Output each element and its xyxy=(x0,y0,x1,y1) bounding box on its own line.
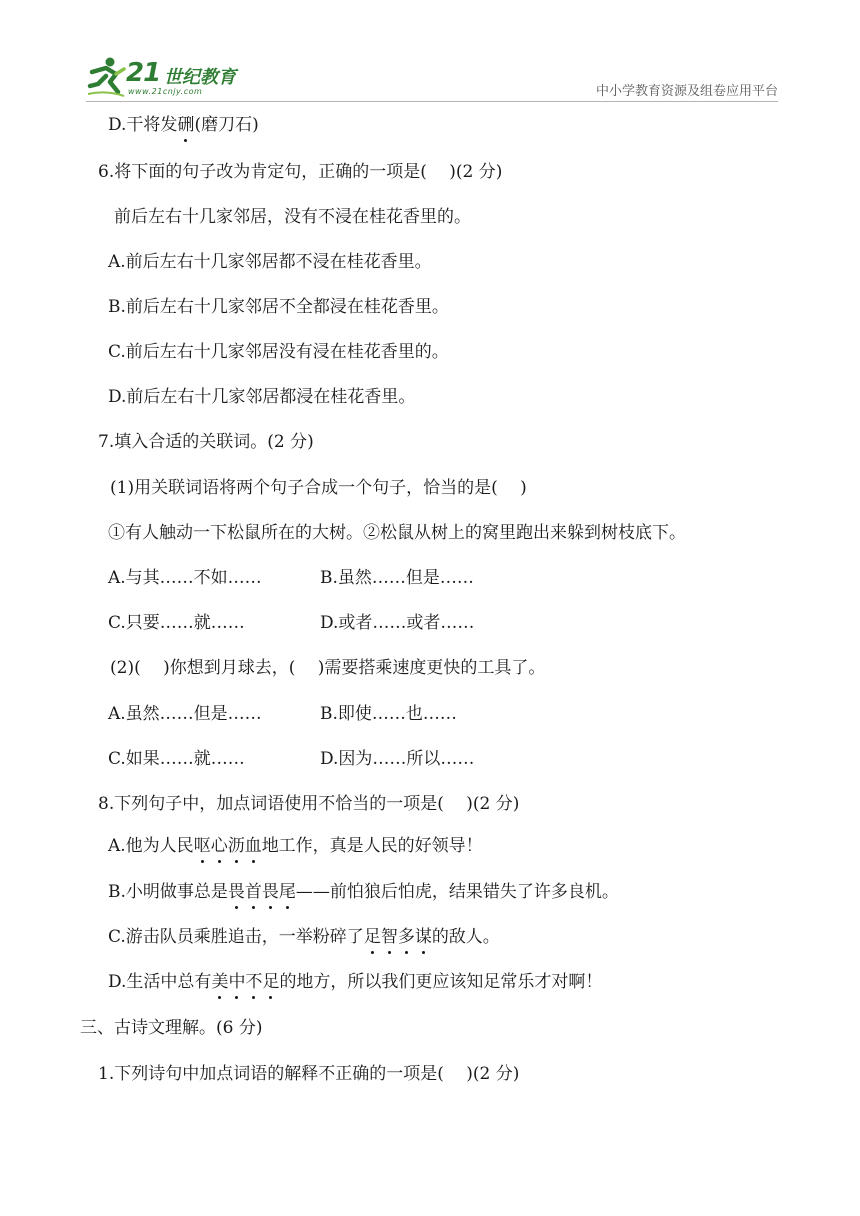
emphasis-char: 智 xyxy=(380,927,398,947)
emphasis-char: 中 xyxy=(228,972,246,992)
question-7-part-1-sentence: ①有人触动一下松鼠所在的大树。②松鼠从树上的窝里跑出来躲到树枝底下。 xyxy=(108,523,686,543)
question-8-option-b xyxy=(108,880,619,904)
question-6: 6.将下面的句子改为肯定句，正确的一项是( )(2 分) xyxy=(98,162,503,182)
option-text: 的地方，所以我们更应该知足常乐才对啊！ xyxy=(279,972,603,992)
question-6-option-d: D.前后左右十几家邻居都浸在桂花香里。 xyxy=(108,387,416,407)
logo-text: 世纪教育 xyxy=(164,67,236,88)
option-text: D.干将发 xyxy=(108,115,178,135)
emphasis-char: 畏 xyxy=(227,882,245,902)
question-8: 8.下列句子中，加点词语使用不恰当的一项是( )(2 分) xyxy=(98,794,520,814)
option-text: 的敌人。 xyxy=(431,927,500,947)
question-7-part-2: (2)( )你想到月球去，( )需要搭乘速度更快的工具了。 xyxy=(110,658,546,678)
emphasis-char: 足 xyxy=(262,972,280,992)
option-c: C.只要……就…… xyxy=(108,613,245,633)
option-text: 地工作，真是人民的好领导！ xyxy=(261,836,483,856)
option-text: (磨刀石) xyxy=(194,115,259,135)
option-text: A.他为人民 xyxy=(108,836,194,856)
emphasis-char: 血 xyxy=(244,836,262,856)
page-header xyxy=(0,0,860,110)
emphasis-char: 美 xyxy=(211,972,229,992)
option-a: A.虽然……但是…… xyxy=(108,704,262,724)
option-d: D.因为……所以…… xyxy=(320,749,475,769)
emphasis-char: 呕 xyxy=(193,836,211,856)
emphasis-char: 畏 xyxy=(261,882,279,902)
option-text: ——前怕狼后怕虎，结果错失了许多良机。 xyxy=(295,882,619,902)
question-7-part-1-options-ab xyxy=(108,566,474,590)
option-text: C.游击队员乘胜追击，一举粉碎了 xyxy=(108,927,364,947)
option-text: B.小明做事总是 xyxy=(108,882,228,902)
logo-number: 21 xyxy=(126,58,161,88)
question-8-option-d xyxy=(108,970,602,994)
emphasis-char: 沥 xyxy=(227,836,245,856)
emphasis-char: 硎 xyxy=(177,115,195,135)
runner-icon xyxy=(86,54,126,100)
question-6-option-c: C.前后左右十几家邻居没有浸在桂花香里的。 xyxy=(108,342,449,362)
emphasis-char: 足 xyxy=(363,927,381,947)
emphasis-char: 心 xyxy=(210,836,228,856)
site-logo xyxy=(86,54,256,100)
emphasis-char: 尾 xyxy=(278,882,296,902)
question-7-part-2-options-cd xyxy=(108,747,474,771)
option-b: B.即使……也…… xyxy=(320,704,457,724)
question-7: 7.填入合适的关联词。(2 分) xyxy=(98,432,314,452)
option-text: D.生活中总有 xyxy=(108,972,212,992)
section-3-question-1: 1.下列诗句中加点词语的解释不正确的一项是( )(2 分) xyxy=(98,1064,520,1084)
question-6-option-a: A.前后左右十几家邻居都不浸在桂花香里。 xyxy=(108,252,432,272)
option-c: C.如果……就…… xyxy=(108,749,245,769)
option-d: D.或者……或者…… xyxy=(320,613,475,633)
question-7-part-1-options-cd xyxy=(108,611,474,635)
header-divider xyxy=(86,101,778,102)
question-8-option-c xyxy=(108,925,500,949)
question-8-option-a xyxy=(108,834,483,858)
emphasis-char: 不 xyxy=(245,972,263,992)
section-3-heading: 三、古诗文理解。(6 分) xyxy=(80,1018,263,1038)
question-6-option-b: B.前后左右十几家邻居不全都浸在桂花香里。 xyxy=(108,297,449,317)
question-7-part-1: (1)用关联词语将两个句子合成一个句子，恰当的是( ) xyxy=(110,478,527,498)
option-b: B.虽然……但是…… xyxy=(320,568,474,588)
logo-url: www.21cnjy.com xyxy=(128,87,203,96)
option-line xyxy=(108,113,259,137)
emphasis-char: 谋 xyxy=(414,927,432,947)
emphasis-char: 多 xyxy=(397,927,415,947)
question-6-sentence: 前后左右十几家邻居，没有不浸在桂花香里的。 xyxy=(114,207,471,227)
option-a: A.与其……不如…… xyxy=(108,568,262,588)
question-7-part-2-options-ab xyxy=(108,702,457,726)
emphasis-char: 首 xyxy=(244,882,262,902)
header-tagline: 中小学教育资源及组卷应用平台 xyxy=(595,84,778,99)
